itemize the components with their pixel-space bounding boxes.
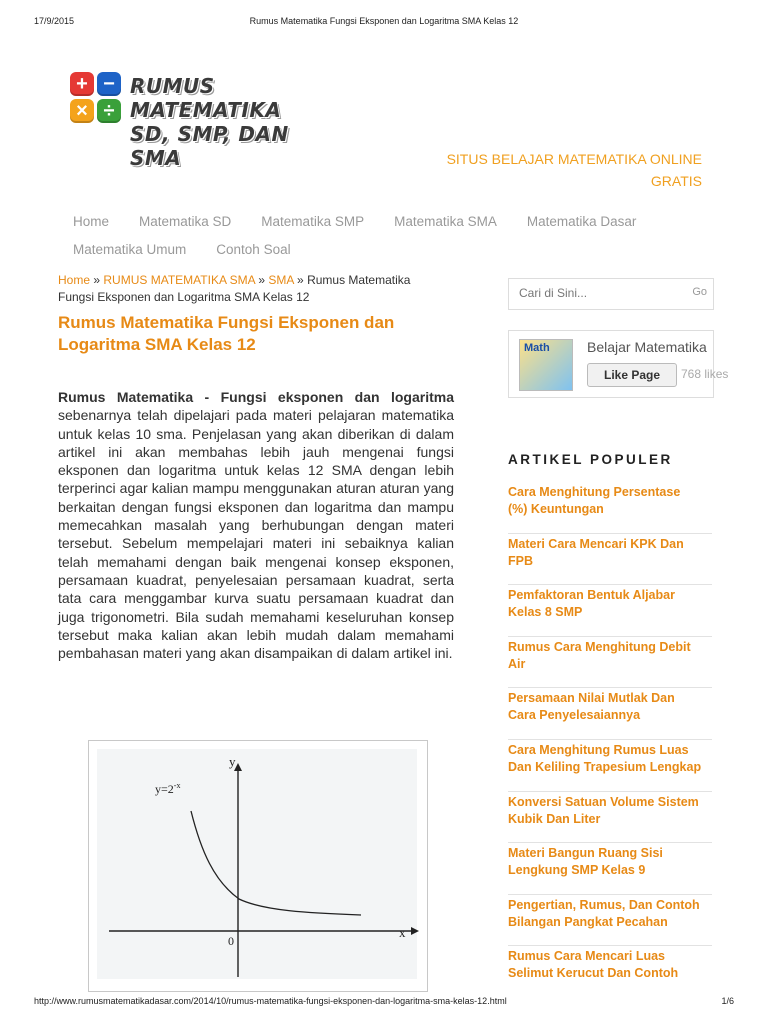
popular-article-line: Lengkung SMP Kelas 9: [508, 863, 646, 878]
nav-matematika-dasar[interactable]: Matematika Dasar: [526, 214, 637, 229]
post-lead: Rumus Matematika - Fungsi eksponen dan logaritma: [58, 389, 454, 405]
breadcrumb: [58, 272, 438, 306]
site-tagline: [402, 148, 702, 192]
breadcrumb-separator: »: [258, 273, 265, 287]
popular-article-link[interactable]: [508, 585, 712, 637]
nav-matematika-sd[interactable]: Matematika SD: [139, 214, 232, 229]
fb-page-name[interactable]: Belajar Matematika: [587, 339, 707, 355]
breadcrumb-home[interactable]: Home: [58, 273, 91, 287]
popular-article-line: Materi Bangun Ruang Sisi: [508, 846, 663, 861]
popular-article-link[interactable]: [508, 895, 712, 947]
fb-like-label: Like Page: [603, 368, 661, 382]
logo-line-1: RUMUS MATEMATIKA: [130, 74, 282, 122]
y-axis-label: y: [229, 754, 236, 769]
popular-article-line: Air: [508, 656, 526, 671]
popular-article-line: Selimut Kerucut Dan Contoh: [508, 966, 679, 981]
fb-like-button[interactable]: [587, 363, 677, 387]
math-symbols-icon: [70, 72, 124, 126]
popular-article-line: Kelas 8 SMP: [508, 605, 583, 620]
logo-text: [130, 74, 345, 170]
print-title: Rumus Matematika Fungsi Eksponen dan Logaritma SMA Kelas 12: [249, 16, 519, 26]
popular-article-line: Pengertian, Rumus, Dan Contoh: [508, 897, 700, 912]
print-date: 17/9/2015: [34, 16, 75, 26]
nav-matematika-umum[interactable]: Matematika Umum: [73, 242, 187, 257]
popular-article-line: Pemfaktoran Bentuk Aljabar: [508, 588, 675, 603]
popular-articles-list: [508, 482, 712, 998]
fb-like-count: 768 likes: [681, 367, 729, 381]
popular-article-link[interactable]: [508, 843, 712, 895]
fb-image-text: Math: [524, 342, 550, 354]
popular-article-line: Konversi Satuan Volume Sistem: [508, 794, 699, 809]
popular-article-line: Kubik Dan Liter: [508, 811, 601, 826]
search-form: [508, 278, 714, 310]
origin-label: 0: [228, 934, 234, 948]
site-logo[interactable]: [70, 72, 345, 170]
post-body-text: sebenarnya telah dipelajari pada materi pelajaran matematika untuk kelas 10 sma. Penjelasan yang akan diberikan di dalam artikel ini akan membahas lebih jauh mengenai fungsi eksponen dan logaritma untuk kelas 12 SMA dengan lebih terperinci agar kalian mampu menggunakan aturan aturan yang berkaitan dengan fungsi eksponen dan logaritma dan mampu memecahkan masalah yang berhubungan dengan materi tersebut. Sebelum mempelajari materi ini sebaiknya kalian telah memahami dengan baik mengenai konsep eksponen, persamaan kuadrat, penyelesaian persamaan kuadrat, serta tata cara menggambar kurva suatu persamaan kuadrat dan juga trigonometri. Bila sudah memahami keseluruhan konsep tersebut maka kalian akan lebih mudah dalam memahami pembahasan materi yang akan disampaikan di dalam artikel ini.: [58, 407, 454, 662]
popular-article-line: Cara Menghitung Rumus Luas: [508, 742, 689, 757]
tagline-line-1: SITUS BELAJAR MATEMATIKA ONLINE: [446, 151, 702, 167]
popular-article-line: Bilangan Pangkat Pecahan: [508, 914, 668, 929]
logo-line-2: SD, SMP, DAN SMA: [130, 122, 289, 170]
post-body: [58, 388, 454, 662]
nav-matematika-sma[interactable]: Matematika SMA: [394, 214, 497, 229]
x-axis-label: x: [399, 925, 406, 940]
search-go-button[interactable]: Go: [692, 286, 707, 298]
nav-contoh-soal[interactable]: Contoh Soal: [216, 242, 291, 257]
popular-article-link[interactable]: [508, 637, 712, 689]
graph-background: [97, 749, 417, 979]
breadcrumb-separator: »: [297, 273, 304, 287]
nav-matematika-smp[interactable]: Matematika SMP: [261, 214, 365, 229]
popular-article-line: Rumus Cara Menghitung Debit: [508, 639, 691, 654]
function-exponent: -x: [173, 781, 181, 790]
popular-article-link[interactable]: [508, 946, 712, 998]
popular-article-line: FPB: [508, 553, 533, 568]
popular-article-line: Persamaan Nilai Mutlak Dan: [508, 691, 675, 706]
popular-article-line: (%) Keuntungan: [508, 502, 604, 516]
popular-article-line: Cara Menghitung Persentase: [508, 485, 681, 499]
divide-icon: ÷: [97, 99, 121, 123]
popular-articles-heading: ARTIKEL POPULER: [508, 452, 673, 467]
main-nav: [58, 208, 718, 264]
popular-article-line: Dan Keliling Trapesium Lengkap: [508, 759, 702, 774]
fb-page-image[interactable]: [519, 339, 573, 391]
popular-article-link[interactable]: [508, 534, 712, 586]
popular-article-link[interactable]: [508, 688, 712, 740]
plus-icon: +: [70, 72, 94, 96]
print-page-number: 1/6: [721, 996, 734, 1006]
breadcrumb-rumus-matematika-sma[interactable]: RUMUS MATEMATIKA SMA: [103, 273, 255, 287]
breadcrumb-current: Rumus Matematika Fungsi Eksponen dan Logaritma SMA Kelas 12: [58, 273, 411, 304]
print-url: http://www.rumusmatematikadasar.com/2014/10/rumus-matematika-fungsi-eksponen-dan-logaritma-sma-kelas-12.html: [34, 996, 507, 1006]
times-icon: ×: [70, 99, 94, 123]
search-input[interactable]: [509, 279, 679, 307]
popular-article-line: Cara Penyelesaiannya: [508, 708, 641, 723]
breadcrumb-sma[interactable]: SMA: [268, 273, 294, 287]
graph-svg: [89, 741, 427, 991]
post-title: Rumus Matematika Fungsi Eksponen dan Logaritma SMA Kelas 12: [58, 313, 395, 354]
popular-article-line: Rumus Cara Mencari Luas: [508, 949, 665, 964]
breadcrumb-separator: »: [93, 273, 101, 287]
popular-article-link[interactable]: [508, 740, 712, 792]
exponential-graph-image: [88, 740, 428, 992]
nav-home[interactable]: Home: [73, 214, 110, 229]
popular-article-link[interactable]: [508, 792, 712, 844]
minus-icon: −: [97, 72, 121, 96]
function-base: y=2: [155, 782, 174, 796]
facebook-page-widget: [508, 330, 729, 398]
tagline-line-2: GRATIS: [650, 173, 702, 189]
popular-article-line: Materi Cara Mencari KPK Dan: [508, 536, 684, 551]
popular-article-link[interactable]: [508, 482, 712, 534]
